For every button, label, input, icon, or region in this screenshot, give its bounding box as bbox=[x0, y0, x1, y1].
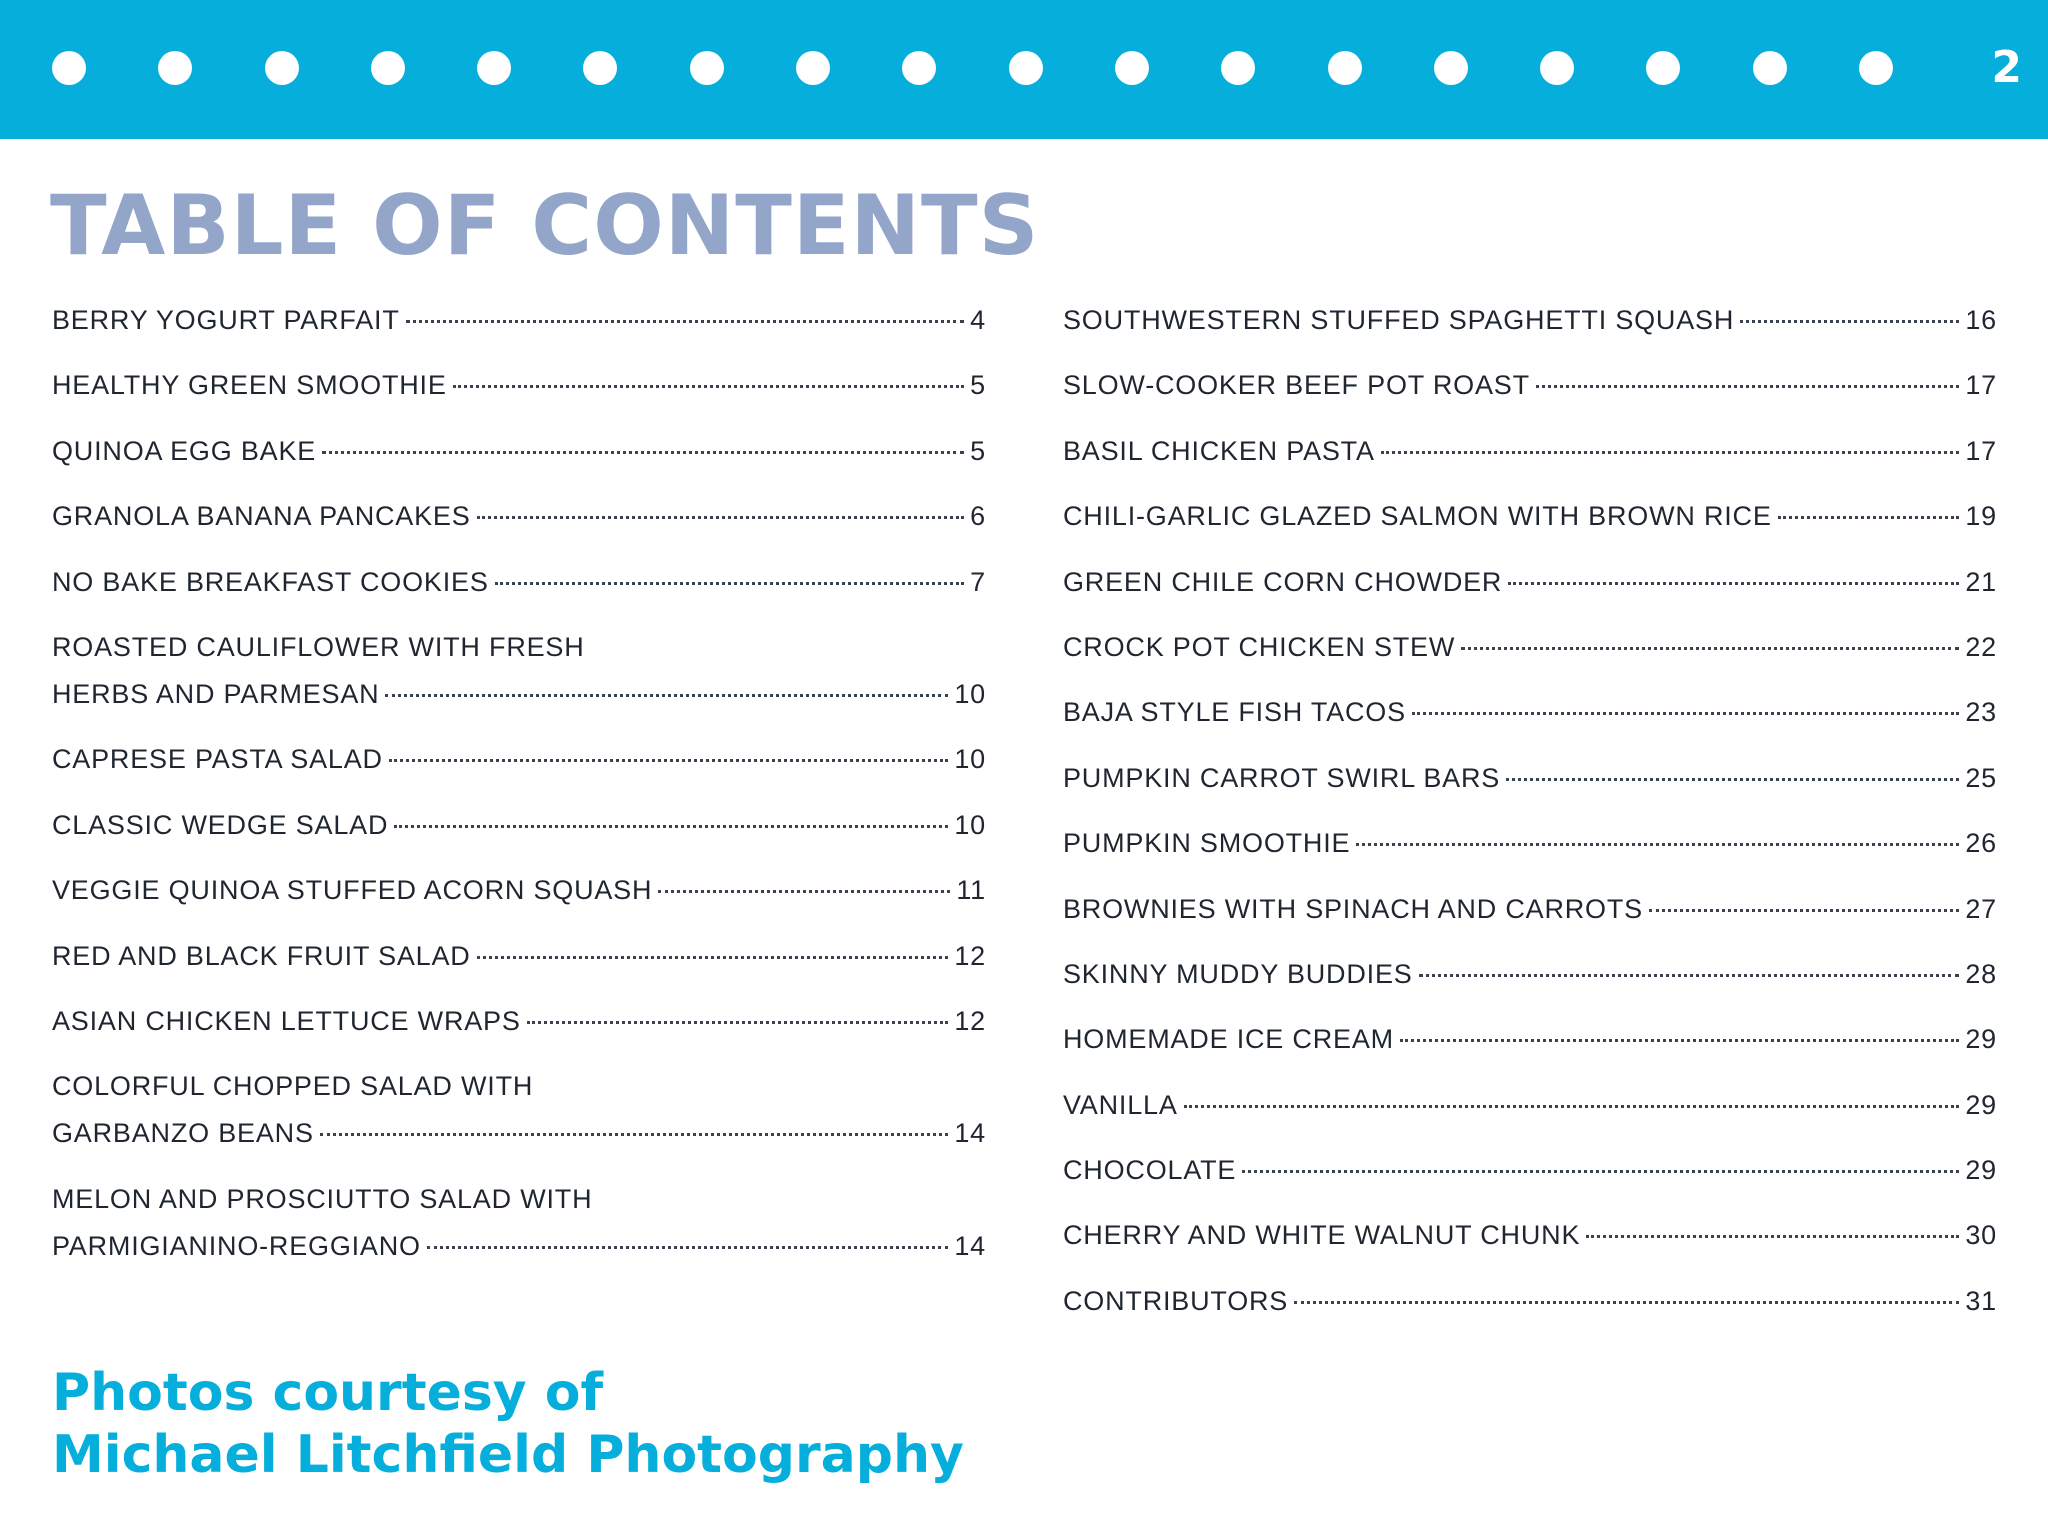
binder-hole bbox=[158, 51, 192, 85]
toc-entry-title: ROASTED CAULIFLOWER WITH FRESH bbox=[52, 631, 585, 662]
binder-hole bbox=[583, 51, 617, 85]
binder-hole bbox=[265, 51, 299, 85]
toc-entry[interactable] bbox=[52, 997, 986, 1062]
toc-entry-title: HEALTHY GREEN SMOOTHIE bbox=[52, 370, 447, 401]
binder-hole bbox=[1540, 51, 1574, 85]
binder-hole bbox=[1434, 51, 1468, 85]
toc-entry-page: 6 bbox=[970, 501, 986, 532]
dot-leader bbox=[453, 385, 965, 388]
toc-entry[interactable] bbox=[52, 558, 986, 623]
toc-entry-title: CLASSIC WEDGE SALAD bbox=[52, 809, 389, 840]
toc-entry-page: 17 bbox=[1965, 435, 1997, 466]
toc-entry-title: HOMEMADE ICE CREAM bbox=[1063, 1024, 1394, 1055]
dot-leader bbox=[1649, 909, 1959, 912]
toc-entry[interactable] bbox=[52, 361, 986, 426]
toc-entry-page: 26 bbox=[1965, 828, 1997, 859]
dot-leader bbox=[1419, 974, 1960, 977]
dot-leader bbox=[385, 694, 948, 697]
toc-entry-title: CONTRIBUTORS bbox=[1063, 1285, 1289, 1316]
toc-entry-title: MELON AND PROSCIUTTO SALAD WITH bbox=[52, 1183, 593, 1214]
toc-entry-title: SKINNY MUDDY BUDDIES bbox=[1063, 958, 1413, 989]
binder-hole bbox=[1009, 51, 1043, 85]
binder-hole bbox=[1859, 51, 1893, 85]
toc-entry-page: 30 bbox=[1965, 1220, 1997, 1251]
dot-leader bbox=[1506, 778, 1959, 781]
toc-entry-page: 14 bbox=[954, 1118, 986, 1149]
toc-entry[interactable] bbox=[1063, 1081, 1997, 1146]
header-bar bbox=[0, 0, 2048, 139]
dot-leader bbox=[1740, 320, 1959, 323]
dot-leader bbox=[1400, 1039, 1959, 1042]
dot-leader bbox=[394, 825, 948, 828]
toc-entry-title: BERRY YOGURT PARFAIT bbox=[52, 305, 400, 335]
toc-entry-title: PUMPKIN SMOOTHIE bbox=[1063, 828, 1351, 859]
toc-entry-title: SLOW-COOKER BEEF POT ROAST bbox=[1063, 370, 1530, 401]
toc-entry[interactable] bbox=[1063, 1277, 1997, 1342]
dot-leader bbox=[477, 516, 965, 519]
toc-column-right bbox=[1063, 296, 1997, 1342]
toc-entry[interactable] bbox=[1063, 1211, 1997, 1276]
toc-entry-title: BROWNIES WITH SPINACH AND CARROTS bbox=[1063, 893, 1643, 924]
toc-entry[interactable] bbox=[1063, 492, 1997, 557]
toc-entry-page: 11 bbox=[956, 875, 986, 906]
photo-credit bbox=[52, 1362, 964, 1486]
toc-entry-page: 14 bbox=[954, 1230, 986, 1261]
toc-entry-page: 27 bbox=[1965, 893, 1997, 924]
binder-hole bbox=[371, 51, 405, 85]
binder-hole bbox=[902, 51, 936, 85]
toc-entry[interactable] bbox=[1063, 1015, 1997, 1080]
toc-entry-page: 4 bbox=[970, 305, 986, 335]
toc-entry-title: CHERRY AND WHITE WALNUT CHUNK bbox=[1063, 1220, 1581, 1251]
toc-entry-title: VEGGIE QUINOA STUFFED ACORN SQUASH bbox=[52, 875, 653, 906]
dot-leader bbox=[495, 582, 965, 585]
toc-entry[interactable] bbox=[1063, 296, 1997, 361]
toc-entry-page: 5 bbox=[970, 370, 986, 401]
toc-entry[interactable] bbox=[1063, 754, 1997, 819]
dot-leader bbox=[477, 956, 949, 959]
dot-leader bbox=[1508, 582, 1959, 585]
toc-entry-page: 7 bbox=[970, 566, 986, 597]
dot-leader bbox=[406, 320, 965, 323]
dot-leader bbox=[658, 890, 950, 893]
toc-entry[interactable] bbox=[52, 1175, 986, 1287]
toc-entry-page: 10 bbox=[954, 809, 986, 840]
binder-holes bbox=[52, 51, 1893, 85]
toc-entry-title: RED AND BLACK FRUIT SALAD bbox=[52, 940, 471, 971]
toc-entry[interactable] bbox=[1063, 361, 1997, 426]
toc-entry-title-cont: GARBANZO BEANS bbox=[52, 1118, 314, 1149]
toc-entry-page: 23 bbox=[1965, 697, 1997, 728]
toc-entry-page: 16 bbox=[1965, 305, 1997, 335]
dot-leader bbox=[1412, 712, 1959, 715]
binder-hole bbox=[477, 51, 511, 85]
binder-hole bbox=[796, 51, 830, 85]
binder-hole bbox=[1221, 51, 1255, 85]
toc-entry-title: QUINOA EGG BAKE bbox=[52, 435, 317, 466]
dot-leader bbox=[527, 1021, 949, 1024]
toc-entry-title: GRANOLA BANANA PANCAKES bbox=[52, 501, 471, 532]
toc-entry[interactable] bbox=[52, 735, 986, 800]
toc-entry-title: ASIAN CHICKEN LETTUCE WRAPS bbox=[52, 1005, 521, 1036]
toc-entry[interactable] bbox=[52, 296, 986, 361]
toc-entry[interactable] bbox=[1063, 558, 1997, 623]
toc-entry-title: NO BAKE BREAKFAST COOKIES bbox=[52, 566, 489, 597]
toc-entry-title: CAPRESE PASTA SALAD bbox=[52, 744, 383, 775]
toc-entry-title: GREEN CHILE CORN CHOWDER bbox=[1063, 566, 1503, 597]
toc-column-left bbox=[52, 296, 986, 1287]
toc-entry-page: 10 bbox=[954, 744, 986, 775]
page-number: 2 bbox=[1991, 42, 2022, 93]
toc-entry-title-cont: PARMIGIANINO-REGGIANO bbox=[52, 1230, 421, 1261]
toc-entry[interactable] bbox=[1063, 688, 1997, 753]
toc-entry-page: 29 bbox=[1965, 1024, 1997, 1055]
dot-leader bbox=[1242, 1170, 1959, 1173]
dot-leader bbox=[1461, 647, 1959, 650]
toc-entry[interactable] bbox=[52, 866, 986, 931]
page-title: TABLE OF CONTENTS bbox=[50, 177, 1040, 274]
toc-entry-title: VANILLA bbox=[1063, 1089, 1178, 1120]
toc-entry-page: 29 bbox=[1965, 1089, 1997, 1120]
toc-entry-title: PUMPKIN CARROT SWIRL BARS bbox=[1063, 762, 1501, 793]
photo-credit-line2: Michael Litchfield Photography bbox=[52, 1425, 964, 1485]
dot-leader bbox=[389, 759, 949, 762]
toc-entry[interactable] bbox=[52, 1062, 986, 1174]
toc-entry-title: BASIL CHICKEN PASTA bbox=[1063, 435, 1375, 466]
toc-entry[interactable] bbox=[1063, 950, 1997, 1015]
toc-entry-title: BAJA STYLE FISH TACOS bbox=[1063, 697, 1406, 728]
toc-entry-page: 12 bbox=[954, 1005, 986, 1036]
dot-leader bbox=[1294, 1301, 1959, 1304]
toc-entry-page: 5 bbox=[970, 435, 986, 466]
toc-entry[interactable] bbox=[1063, 819, 1997, 884]
toc-entry[interactable] bbox=[52, 932, 986, 997]
toc-entry-page: 22 bbox=[1965, 631, 1997, 662]
toc-entry-page: 25 bbox=[1965, 762, 1997, 793]
binder-hole bbox=[690, 51, 724, 85]
dot-leader bbox=[1184, 1105, 1960, 1108]
dot-leader bbox=[322, 451, 964, 454]
binder-hole bbox=[52, 51, 86, 85]
dot-leader bbox=[427, 1246, 949, 1249]
toc-entry-page: 19 bbox=[1965, 501, 1997, 532]
binder-hole bbox=[1646, 51, 1680, 85]
binder-hole bbox=[1328, 51, 1362, 85]
dot-leader bbox=[320, 1133, 949, 1136]
toc-entry-page: 21 bbox=[1965, 566, 1997, 597]
toc-entry[interactable] bbox=[1063, 1146, 1997, 1211]
toc-entry-page: 12 bbox=[954, 940, 986, 971]
toc-entry[interactable] bbox=[1063, 885, 1997, 950]
toc-entry-title: COLORFUL CHOPPED SALAD WITH bbox=[52, 1071, 534, 1102]
toc-entry-page: 17 bbox=[1965, 370, 1997, 401]
dot-leader bbox=[1381, 451, 1960, 454]
toc-entry-title: CHOCOLATE bbox=[1063, 1155, 1237, 1186]
toc-entry-page: 10 bbox=[954, 678, 986, 709]
toc-entry[interactable] bbox=[52, 427, 986, 492]
toc-entry[interactable] bbox=[52, 492, 986, 557]
dot-leader bbox=[1536, 385, 1959, 388]
dot-leader bbox=[1356, 843, 1959, 846]
toc-entry[interactable] bbox=[1063, 427, 1997, 492]
binder-hole bbox=[1753, 51, 1787, 85]
toc-entry-title: SOUTHWESTERN STUFFED SPAGHETTI SQUASH bbox=[1063, 305, 1735, 335]
dot-leader bbox=[1586, 1235, 1959, 1238]
binder-hole bbox=[1115, 51, 1149, 85]
toc-entry[interactable] bbox=[52, 623, 986, 735]
toc-entry[interactable] bbox=[52, 801, 986, 866]
toc-entry-page: 31 bbox=[1965, 1285, 1997, 1316]
toc-entry-title: CHILI-GARLIC GLAZED SALMON WITH BROWN RICE bbox=[1063, 501, 1772, 532]
toc-entry-title-cont: HERBS AND PARMESAN bbox=[52, 678, 380, 709]
dot-leader bbox=[1778, 516, 1960, 519]
toc-entry-page: 29 bbox=[1965, 1155, 1997, 1186]
toc-entry[interactable] bbox=[1063, 623, 1997, 688]
toc-entry-title: CROCK POT CHICKEN STEW bbox=[1063, 631, 1456, 662]
photo-credit-line1: Photos courtesy of bbox=[52, 1363, 604, 1423]
toc-entry-page: 28 bbox=[1965, 958, 1997, 989]
